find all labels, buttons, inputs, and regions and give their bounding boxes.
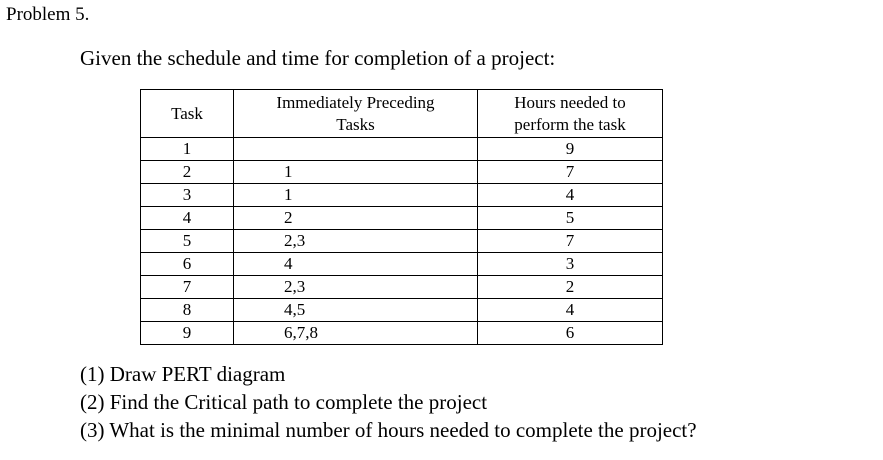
table-row xyxy=(141,138,663,161)
table-row xyxy=(141,207,663,230)
intro-text: Given the schedule and time for completion of a project: xyxy=(80,46,556,70)
question-3: (3) What is the minimal number of hours needed to complete the project? xyxy=(80,418,697,442)
preceding-cell xyxy=(234,138,478,161)
preceding-cell: 1 xyxy=(234,184,478,207)
preceding-cell: 2,3 xyxy=(234,276,478,299)
task-cell: 6 xyxy=(141,253,234,276)
hours-cell: 4 xyxy=(478,299,663,322)
preceding-cell: 1 xyxy=(234,161,478,184)
table-row xyxy=(141,299,663,322)
hours-cell: 6 xyxy=(478,322,663,345)
hours-cell: 4 xyxy=(478,184,663,207)
hours-cell: 7 xyxy=(478,230,663,253)
task-cell: 8 xyxy=(141,299,234,322)
header-hours-line2: perform the task xyxy=(514,114,626,134)
preceding-cell: 4 xyxy=(234,253,478,276)
hours-cell: 5 xyxy=(478,207,663,230)
table-row xyxy=(141,322,663,345)
problem-title: Problem 5. xyxy=(6,4,90,25)
table-header-row xyxy=(141,90,663,138)
header-task-label: Task xyxy=(171,103,203,123)
question-2: (2) Find the Critical path to complete the project xyxy=(80,390,488,414)
questions-list xyxy=(80,360,697,444)
header-hours xyxy=(478,90,663,138)
task-cell: 9 xyxy=(141,322,234,345)
header-preceding-line1: Immediately Preceding xyxy=(276,92,435,112)
schedule-table xyxy=(140,89,663,345)
hours-cell: 7 xyxy=(478,161,663,184)
preceding-cell: 2,3 xyxy=(234,230,478,253)
task-cell: 2 xyxy=(141,161,234,184)
hours-cell: 3 xyxy=(478,253,663,276)
task-cell: 1 xyxy=(141,138,234,161)
task-cell: 4 xyxy=(141,207,234,230)
preceding-cell: 2 xyxy=(234,207,478,230)
preceding-cell: 6,7,8 xyxy=(234,322,478,345)
header-hours-line1: Hours needed to xyxy=(514,92,626,112)
table-row xyxy=(141,184,663,207)
header-preceding xyxy=(234,90,478,138)
table-row xyxy=(141,161,663,184)
table-row xyxy=(141,253,663,276)
question-1: (1) Draw PERT diagram xyxy=(80,362,286,386)
preceding-cell: 4,5 xyxy=(234,299,478,322)
task-cell: 5 xyxy=(141,230,234,253)
header-preceding-line2: Tasks xyxy=(336,114,375,134)
table-row xyxy=(141,230,663,253)
header-task xyxy=(141,90,234,138)
hours-cell: 2 xyxy=(478,276,663,299)
task-cell: 7 xyxy=(141,276,234,299)
hours-cell: 9 xyxy=(478,138,663,161)
table-row xyxy=(141,276,663,299)
task-cell: 3 xyxy=(141,184,234,207)
